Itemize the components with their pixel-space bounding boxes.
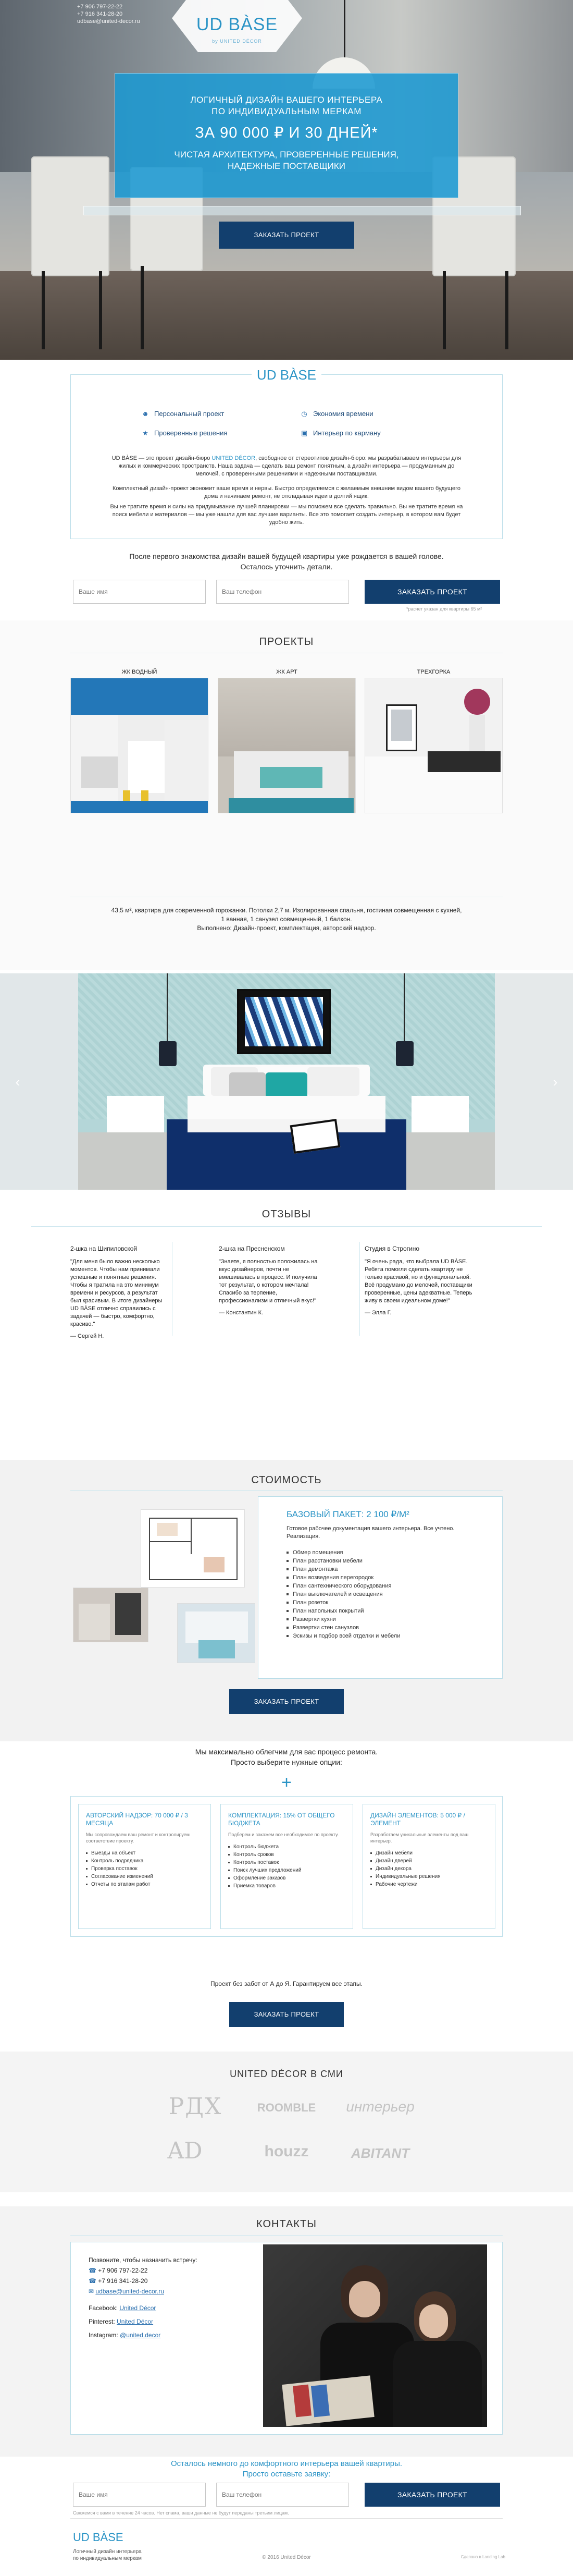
facebook-link[interactable]: United Décor (119, 2304, 156, 2312)
final-lead-note: Свяжемся с вами в течение 24 часов. Нет спама, ваши данные не будут переданы третьим лицам. (73, 2510, 289, 2516)
review-text: "Для меня было важно несколько моментов. Чтобы нам принимали успешные и понятные решения. Чтобы я тратила на это минимум времени и ресурсов, а результат был красивым. В итоге дизайнеры UD BÀSE отлично справились с задачей — быстро, комфортно, красиво." (70, 1259, 163, 1327)
package-item: План возведения перегородок (286, 1573, 490, 1582)
project-label: ЖК ВОДНЫЙ (121, 669, 157, 675)
option-item: Дизайн дверей (370, 1857, 488, 1865)
media-logo[interactable]: AD (167, 2138, 203, 2164)
option-item: Индивидуальные решения (370, 1873, 488, 1881)
wallet-icon: ▣ (301, 429, 308, 437)
phone-text: +7 906 797-22-22 (98, 2267, 148, 2274)
about-paragraph-3: Вы не тратите время и силы на придумывание лучшей планировки — мы поможем все сделать правильно. Вы не тратите время на поиск мебели и материалов — мы уже нашли для вас лучшие варианты. Все это помогает создать интерьер, в котором вам будет удобно жить. (110, 504, 463, 526)
hero-sub-2: НАДЕЖНЫЕ ПОСТАВЩИКИ (227, 161, 346, 171)
option-items (370, 1849, 488, 1888)
package-item: Обмер помещения (286, 1548, 490, 1557)
contacts-phone-1[interactable] (89, 2265, 245, 2276)
logo-subtitle: by UNITED DÉCOR (212, 39, 262, 44)
facebook-row (89, 2303, 245, 2313)
option-card-supervision[interactable] (78, 1804, 211, 1929)
review-author: — Сергей Н. (70, 1333, 104, 1339)
about-paragraph-2: Комплектный дизайн-проект экономит ваше время и нервы. Быстро определяемся с желаемым внешним видом вашего будущего дома и начинаем ремонт, не откладывая идеи в долгий ящик. (113, 485, 460, 499)
star-icon: ★ (142, 429, 148, 437)
feature-label: Экономия времени (313, 410, 373, 418)
lead-order-button[interactable]: ЗАКАЗАТЬ ПРОЕКТ (365, 580, 500, 604)
option-item: Выезды на объект (86, 1849, 203, 1857)
option-items (228, 1843, 345, 1890)
reviews-divider (31, 1226, 542, 1227)
project-desc-line: 43,5 м², квартира для современной горожанки. Потолки 2,7 м. Изолированная спальня, гостиная совмещенная с кухней, (111, 907, 462, 914)
option-item: Согласование изменений (86, 1873, 203, 1881)
instagram-label: Instagram: (89, 2331, 120, 2339)
pinterest-row (89, 2316, 245, 2327)
option-head: КОМПЛЕКТАЦИЯ: 15% ОТ ОБЩЕГО БЮДЖЕТА (228, 1812, 335, 1827)
review-author: — Константин К. (219, 1310, 264, 1316)
package-title: БАЗОВЫЙ ПАКЕТ: 2 100 ₽/М² (286, 1509, 409, 1519)
about-text: UD BÀSE — это проект дизайн-бюро (111, 455, 212, 461)
final-lead-title-line: Просто оставьте заявку: (242, 2470, 331, 2479)
feature-label: Персональный проект (154, 410, 225, 418)
review-text: "Знаете, я полностью положилась на вкус дизайнеров, почти не вмешивалась в процесс. И получила тот результат, о котором мечтала! Спасибо за терпение, профессионализм и отличный вкус!" (219, 1259, 318, 1304)
about-logo: UD BÀSE (252, 368, 321, 382)
lead-title-line: Осталось уточнить детали. (240, 563, 333, 571)
chair-left (31, 156, 109, 276)
review-author: — Элла Г. (365, 1310, 392, 1316)
project-description (94, 906, 479, 933)
package-item: План розеток (286, 1598, 490, 1607)
option-sub: Разработаем уникальные элементы под ваш интерьер. (370, 1832, 469, 1844)
hero-floor (0, 271, 573, 360)
contacts-phone-2[interactable] (89, 2276, 245, 2286)
footer-credits[interactable]: Сделано в Landing Lab (460, 2555, 505, 2559)
project-thumb-art[interactable] (218, 678, 356, 813)
option-item: Дизайн мебели (370, 1849, 488, 1857)
pinterest-link[interactable]: United Décor (117, 2318, 154, 2325)
contacts-title: КОНТАКТЫ (256, 2218, 317, 2230)
option-item: Поиск лучших предложений (228, 1866, 345, 1874)
media-logo[interactable]: houzz (264, 2143, 309, 2160)
final-order-button[interactable]: ЗАКАЗАТЬ ПРОЕКТ (365, 2483, 500, 2507)
lead-note: *расчет указан для квартиры 65 м² (406, 606, 482, 612)
contacts-email[interactable] (89, 2286, 245, 2297)
footer-tag-line: по индивидуальным меркам (73, 2556, 142, 2561)
option-card-equipment[interactable] (220, 1804, 353, 1929)
review-title: 2-шка на Пресненском (219, 1245, 285, 1252)
option-item: Приемка товаров (228, 1882, 345, 1890)
hero-sub-1: ЧИСТАЯ АРХИТЕКТУРА, ПРОВЕРЕННЫЕ РЕШЕНИЯ, (174, 150, 399, 160)
package-item: План сантехнического оборудования (286, 1582, 490, 1590)
feature-label: Интерьер по карману (313, 429, 381, 437)
review-2 (219, 1245, 318, 1317)
footer-divider (70, 2518, 503, 2519)
options-title-line: Просто выберите нужные опции: (231, 1758, 342, 1766)
gallery-next-arrow[interactable]: › (553, 1074, 558, 1090)
contacts-call-text: Позвоните, чтобы назначить встречу: (89, 2256, 197, 2264)
user-icon: ☻ (142, 410, 149, 418)
hero-contacts (77, 3, 140, 25)
review-title: 2-шка на Шипиловской (70, 1245, 138, 1252)
options-title-line: Мы максимально облегчим для вас процесс ремонта. (195, 1748, 378, 1756)
options-title (0, 1747, 573, 1767)
chair-leg (99, 271, 102, 349)
about-text: , свободное от стереотипов дизайн-бюро: мы разрабатываем интерьеры для жилых и коммерческих пространств. Наша задача — сделать ваш ремонт понятным, а дизайн интерьера — продуманным до мелочей, с проверенными решениями и надежными поставщиками. (118, 455, 462, 477)
hero-email[interactable]: udbase@united-decor.ru (77, 18, 140, 25)
feature-proven (141, 429, 227, 438)
contacts-info (89, 2255, 245, 2340)
contacts-photo (263, 2244, 487, 2427)
hero-phone-1[interactable]: +7 906 797-22-22 (77, 4, 123, 10)
package-item: Развертки кухни (286, 1615, 490, 1623)
name-input[interactable] (73, 580, 206, 604)
reviews-separator (359, 1242, 360, 1336)
option-items (86, 1849, 203, 1888)
option-item: Дизайн декора (370, 1865, 488, 1873)
option-head: ДИЗАЙН ЭЛЕМЕНТОВ: 5 000 ₽ / ЭЛЕМЕНТ (370, 1812, 465, 1827)
chair-leg (443, 271, 446, 349)
option-item: Отчеты по этапам работ (86, 1881, 203, 1888)
hero-section (0, 0, 573, 360)
option-item: Оформление заказов (228, 1874, 345, 1882)
feature-budget (300, 429, 381, 438)
hero-offer-box (115, 73, 458, 198)
pinterest-label: Pinterest: (89, 2318, 117, 2325)
pendant-cord (344, 0, 345, 63)
review-title: Студия в Строгино (365, 1245, 420, 1252)
project-desc-line: Выполнено: Дизайн-проект, комплектация, авторский надзор. (197, 924, 376, 932)
lead-title (0, 551, 573, 572)
feature-personal (141, 409, 224, 419)
project-label: ЖК АРТ (276, 669, 297, 675)
floor-plan-image (141, 1509, 245, 1588)
package-item: Эскизы и подбор всей отделки и мебели (286, 1632, 490, 1640)
feature-time (300, 409, 373, 419)
mail-icon: ✉ (89, 2288, 96, 2295)
package-items (286, 1548, 490, 1640)
phone-input[interactable] (216, 580, 349, 604)
clock-icon: ◷ (301, 410, 307, 418)
email-link[interactable]: udbase@united-decor.ru (95, 2288, 164, 2295)
logo[interactable]: UD BÀSE (196, 15, 278, 34)
gallery-prev-arrow[interactable]: ‹ (15, 1074, 20, 1090)
option-item: Контроль подрядчика (86, 1857, 203, 1865)
footer (0, 2518, 573, 2576)
review-text: "Я очень рада, что выбрала UD BÀSE. Ребята помогли сделать квартиру не только красивой, но и функциональной. Всё продумано до мелочей, поставщики проверенные, цены адекватные. Теперь живу в своем идеальном доме!" (365, 1259, 472, 1304)
projects-title: ПРОЕКТЫ (259, 636, 314, 648)
option-sub: Подберем и закажем все необходимое по проекту. (228, 1832, 339, 1837)
chair-leg (505, 271, 508, 349)
cost-title: СТОИМОСТЬ (251, 1474, 322, 1486)
about-paragraph-1 (107, 455, 466, 478)
hero-order-button[interactable]: ЗАКАЗАТЬ ПРОЕКТ (219, 222, 354, 249)
final-phone-input[interactable] (216, 2483, 349, 2507)
option-item: Контроль поставок (228, 1859, 345, 1866)
instagram-link[interactable]: @united.decor (120, 2331, 161, 2339)
phone-icon: ☎ (89, 2267, 98, 2274)
package-item: План демонтажа (286, 1565, 490, 1573)
hero-phone-2[interactable]: +7 916 341-28-20 (77, 11, 123, 17)
option-item: Контроль бюджета (228, 1843, 345, 1851)
package-item: Развертки стен санузлов (286, 1623, 490, 1632)
plus-icon: + (281, 1773, 292, 1792)
review-3 (365, 1245, 474, 1317)
united-decor-link[interactable]: UNITED DÉCOR (211, 455, 256, 461)
option-item: Рабочие чертежи (370, 1881, 488, 1888)
chair-leg (42, 271, 45, 349)
package-item: План напольных покрытий (286, 1607, 490, 1615)
package-item: План расстановки мебели (286, 1557, 490, 1565)
cost-order-button[interactable]: ЗАКАЗАТЬ ПРОЕКТ (229, 1689, 344, 1714)
facebook-label: Facebook: (89, 2304, 120, 2312)
options-footer: Проект без забот от А до Я. Гарантируем все этапы. (210, 1980, 363, 1987)
option-card-design[interactable] (363, 1804, 495, 1929)
project-desc-line: 1 ванная, 1 санузел совмещенный, 1 балкон. (221, 915, 352, 923)
review-1 (70, 1245, 169, 1340)
project-thumb-trekhgorka[interactable] (365, 678, 503, 813)
project-label: ТРЕХГОРКА (417, 669, 451, 675)
package-intro: Готовое рабочее документация вашего интерьера. Все учтено. Реализация. (286, 1525, 455, 1540)
media-logo[interactable]: интерьер (346, 2098, 415, 2115)
project-gallery (0, 973, 573, 1190)
option-head: АВТОРСКИЙ НАДЗОР: 70 000 ₽ / 3 МЕСЯЦА (86, 1812, 188, 1827)
reviews-title: ОТЗЫВЫ (261, 1208, 312, 1220)
media-logo[interactable]: ROOMBLE (257, 2101, 316, 2114)
hero-headline-1: ЛОГИЧНЫЙ ДИЗАЙН ВАШЕГО ИНТЕРЬЕРА (190, 95, 383, 105)
chair-leg (141, 266, 144, 349)
footer-copyright: © 2016 United Décor (262, 2555, 311, 2560)
feature-label: Проверенные решения (154, 429, 228, 437)
option-item: Контроль сроков (228, 1851, 345, 1859)
final-lead-title (0, 2459, 573, 2480)
media-title: UNITED DÉCOR В СМИ (230, 2069, 343, 2079)
glass-table (83, 206, 521, 215)
option-item: Проверка поставок (86, 1865, 203, 1873)
phone-text: +7 916 341-28-20 (98, 2277, 148, 2285)
media-logo[interactable]: РДХ (168, 2093, 222, 2120)
options-order-button[interactable]: ЗАКАЗАТЬ ПРОЕКТ (229, 2002, 344, 2027)
hero-price: ЗА 90 000 ₽ И 30 ДНЕЙ* (195, 125, 378, 141)
package-item: План выключателей и освещения (286, 1590, 490, 1598)
interior-image-1 (73, 1588, 148, 1642)
footer-tag-line: Логичный дизайн интерьера (73, 2549, 142, 2555)
instagram-row (89, 2330, 245, 2340)
cost-divider (70, 1490, 503, 1491)
media-logo[interactable]: ABITANT (351, 2145, 410, 2161)
final-lead-title-line: Осталось немного до комфортного интерьера вашей квартиры. (170, 2459, 403, 2468)
option-sub: Мы сопровождаем ваш ремонт и контролируем соответствие проекту. (86, 1832, 190, 1844)
project-thumb-vodny[interactable] (70, 678, 208, 813)
contacts-divider (70, 2235, 503, 2236)
final-name-input[interactable] (73, 2483, 206, 2507)
interior-image-2 (177, 1603, 255, 1663)
footer-logo[interactable]: UD BÀSE (73, 2531, 123, 2544)
lead-title-line: После первого знакомства дизайн вашей будущей квартиры уже рождается в вашей голове. (129, 552, 444, 560)
hero-headline-2: ПО ИНДИВИДУАЛЬНЫМ МЕРКАМ (211, 106, 362, 116)
phone-icon: ☎ (89, 2277, 98, 2285)
